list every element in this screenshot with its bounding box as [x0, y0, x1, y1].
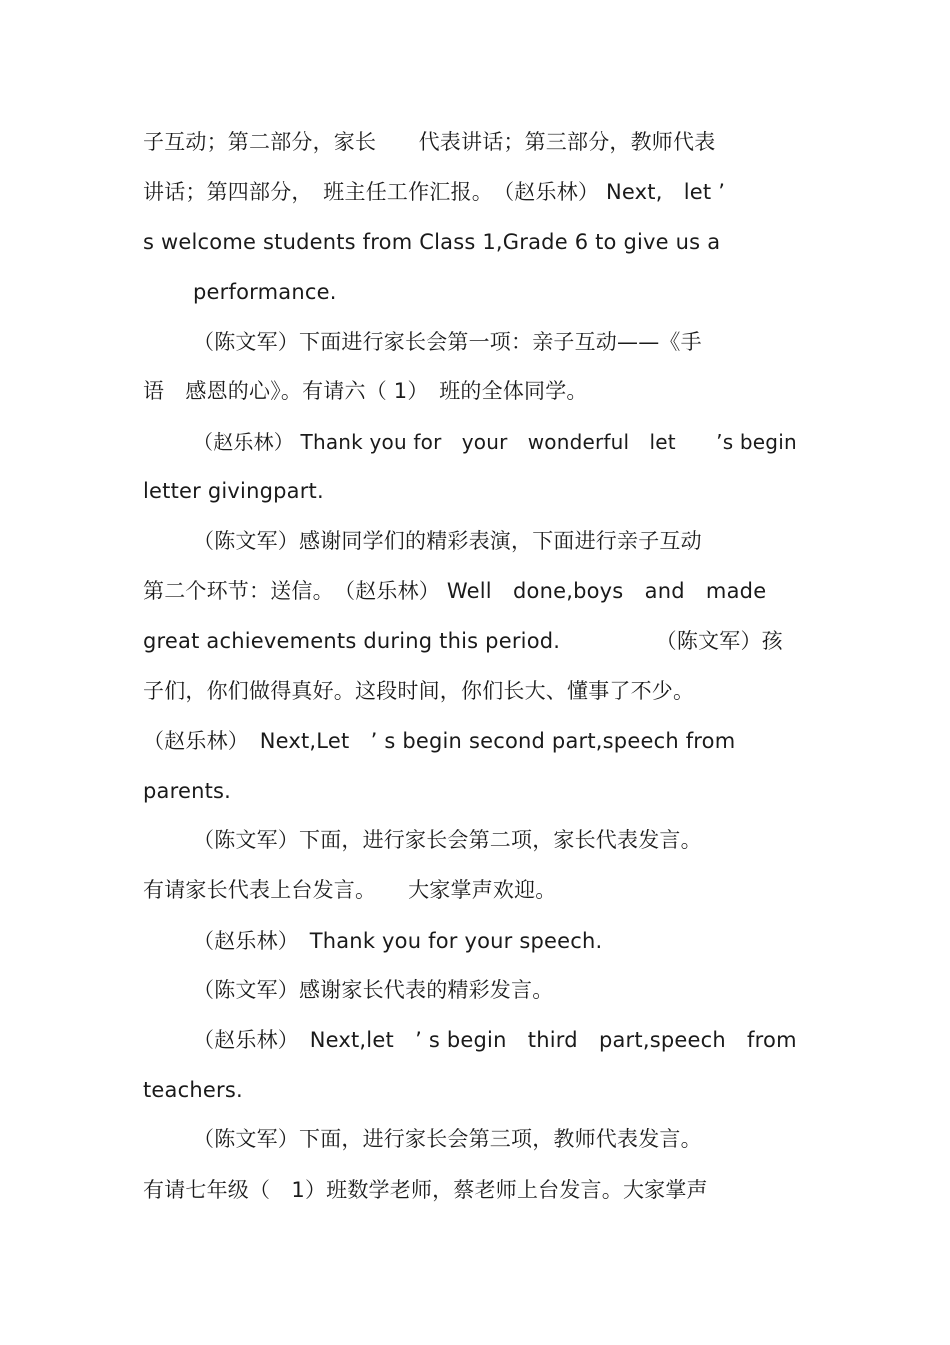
text-line: （赵乐林） Next,let ’ s begin third part,speech from: [193, 1028, 797, 1052]
text-line: 第二个环节：送信。 （赵乐林） Well done,boys and made: [143, 579, 767, 603]
text-line: 有请家长代表上台发言。 大家掌声欢迎。: [143, 878, 557, 902]
text-line: （陈文军）下面进行家长会第一项：亲子互动——《手: [193, 330, 702, 354]
text-line: letter givingpart.: [143, 479, 324, 503]
text-line: （陈文军）感谢家长代表的精彩发言。: [193, 978, 554, 1002]
text-line: 讲话；第四部分， 班主任工作汇报。 （赵乐林） Next, let ’: [143, 180, 726, 204]
text-line: parents.: [143, 779, 232, 803]
text-line: 子们，你们做得真好。这段时间，你们长大、懂事了不少。: [143, 679, 695, 703]
text-line: （赵乐林） Next,Let ’ s begin second part,speech from: [143, 729, 736, 753]
text-line: （陈文军）感谢同学们的精彩表演，下面进行亲子互动: [193, 529, 702, 553]
text-line: 有请七年级（ 1）班数学老师，蔡老师上台发言。大家掌声: [143, 1178, 708, 1202]
text-line: 语 感恩的心》。有请六（ 1） 班的全体同学。: [143, 379, 588, 403]
text-line: performance.: [193, 280, 337, 304]
text-line: （赵乐林） Thank you for your wonderful let ’s begin: [193, 430, 797, 454]
text-line: （陈文军）下面，进行家长会第三项，教师代表发言。: [193, 1127, 702, 1151]
text-line: great achievements during this period. （陈文军）孩: [143, 629, 783, 653]
text-line: 子互动；第二部分，家长 代表讲话；第三部分，教师代表: [143, 130, 716, 154]
text-line: s welcome students from Class 1,Grade 6 to give us a: [143, 230, 721, 254]
text-line: （陈文军）下面，进行家长会第二项，家长代表发言。: [193, 828, 702, 852]
text-line: （赵乐林） Thank you for your speech.: [193, 929, 603, 953]
text-line: teachers.: [143, 1078, 243, 1102]
